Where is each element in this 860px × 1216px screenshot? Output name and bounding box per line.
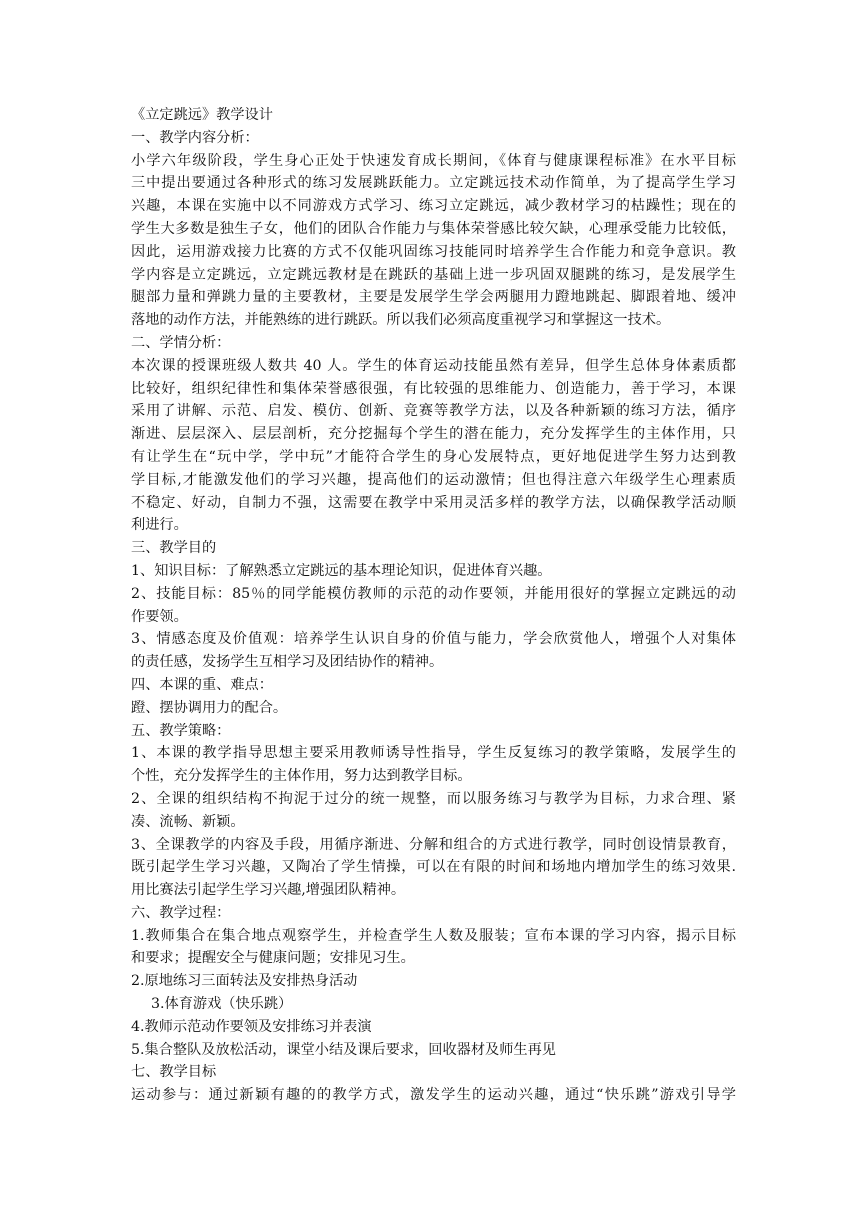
list-item: 3、全课教学的内容及手段，用循序渐进、分解和组合的方式进行教学，同时创设情景教育， xyxy=(131,836,736,853)
paragraph-line: 比较好，组织纪律性和集体荣誉感很强，有比较强的思维能力、创造能力，善于学习，本课 xyxy=(131,380,736,397)
list-item-continuation: 既引起学生学习兴趣，又陶冶了学生情操，可以在有限的时间和场地内增加学生的练习效果. xyxy=(131,859,736,876)
list-item: 1、本课的教学指导思想主要采用教师诱导性指导，学生反复练习的教学策略，发展学生的 xyxy=(131,745,736,762)
paragraph-line: 因此，运用游戏接力比赛的方式不仅能巩固练习技能同时培养学生合作能力和竞争意识。教 xyxy=(131,243,736,260)
list-item: 4.教师示范动作要领及安排练习并表演 xyxy=(131,1018,372,1035)
section-heading: 一、教学内容分析： xyxy=(131,129,259,146)
paragraph-line: 小学六年级阶段，学生身心正处于快速发育成长期间，《体育与健康课程标准》在水平目标 xyxy=(131,152,736,169)
paragraph-line: 腿部力量和弹跳力量的主要教材，主要是发展学生学会两腿用力蹬地跳起、脚跟着地、缓冲 xyxy=(131,289,736,306)
list-item: 1.教师集合在集合地点观察学生，并检查学生人数及服装；宣布本课的学习内容，揭示目标 xyxy=(131,927,736,944)
list-item-continuation: 和要求；提醒安全与健康问题；安排见习生。 xyxy=(131,950,415,967)
section-heading: 四、本课的重、难点： xyxy=(131,676,273,693)
paragraph-line: 学生大多数是独生子女，他们的团队合作能力与集体荣誉感比较欠缺，心理承受能力比较低， xyxy=(131,220,736,237)
document-page xyxy=(131,104,736,1107)
section-heading: 七、教学目标 xyxy=(131,1064,217,1081)
paragraph-line: 学目标,才能激发他们的学习兴趣，提高他们的运动激情；但也得注意六年级学生心理素质 xyxy=(131,471,736,488)
paragraph-line: 不稳定、好动，自制力不强，这需要在教学中采用灵活多样的教学方法，以确保教学活动顺 xyxy=(131,494,736,511)
list-item: 2.原地练习三面转法及安排热身活动 xyxy=(131,973,358,990)
paragraph-line: 采用了讲解、示范、启发、模仿、创新、竞赛等教学方法，以及各种新颖的练习方法，循序 xyxy=(131,403,736,420)
paragraph-line: 本次课的授课班级人数共 40 人。学生的体育运动技能虽然有差异，但学生总体身体素质都 xyxy=(131,357,736,374)
list-item-continuation: 作要领。 xyxy=(131,608,188,625)
list-item: 1、知识目标：了解熟悉立定跳远的基本理论知识，促进体育兴趣。 xyxy=(131,562,552,579)
paragraph-line: 运动参与：通过新颖有趣的的教学方式，激发学生的运动兴趣，通过“快乐跳”游戏引导学 xyxy=(131,1087,736,1104)
section-heading: 三、教学目的 xyxy=(131,540,217,557)
list-item-continuation: 的责任感，发扬学生互相学习及团结协作的精神。 xyxy=(131,654,444,671)
list-item-continuation: 用比赛法引起学生学习兴趣,增强团队精神。 xyxy=(131,882,406,899)
section-heading: 二、学情分析： xyxy=(131,334,231,351)
list-item: 2、技能目标：85％的同学能模仿教师的示范的动作要领，并能用很好的掌握立定跳远的动 xyxy=(131,585,736,602)
paragraph-line: 学内容是立定跳远，立定跳远教材是在跳跃的基础上进一步巩固双腿跳的练习，是发展学生 xyxy=(131,266,736,283)
list-item: 5.集合整队及放松活动，课堂小结及课后要求，回收器材及师生再见 xyxy=(131,1041,556,1058)
paragraph-line: 兴趣，本课在实施中以不同游戏方式学习、练习立定跳远，减少教材学习的枯躁性；现在的 xyxy=(131,198,736,215)
list-item: 3.体育游戏（快乐跳） xyxy=(151,996,293,1013)
list-item: 2、全课的组织结构不拘泥于过分的统一规整，而以服务练习与教学为目标，力求合理、紧 xyxy=(131,790,736,807)
list-item: 3、情感态度及价值观：培养学生认识自身的价值与能力，学会欣赏他人，增强个人对集体 xyxy=(131,631,736,648)
paragraph-line: 有让学生在“玩中学，学中玩”才能符合学生的身心发展特点，更好地促进学生努力达到教 xyxy=(131,448,736,465)
paragraph-line: 渐进、层层深入、层层剖析，充分挖掘每个学生的潜在能力，充分发挥学生的主体作用，只 xyxy=(131,426,736,443)
paragraph-line: 三中提出要通过各种形式的练习发展跳跃能力。立定跳远技术动作简单，为了提高学生学习 xyxy=(131,175,736,192)
section-heading: 六、教学过程： xyxy=(131,904,231,921)
section-heading: 五、教学策略： xyxy=(131,722,231,739)
paragraph-line: 落地的动作方法，并能熟练的进行跳跃。所以我们必须高度重视学习和掌握这一技术。 xyxy=(131,312,671,329)
document-title: 《立定跳远》教学设计 xyxy=(131,107,273,123)
paragraph-line: 利进行。 xyxy=(131,517,188,534)
paragraph-line: 蹬、摆协调用力的配合。 xyxy=(131,699,288,716)
list-item-continuation: 个性，充分发挥学生的主体作用，努力达到教学目标。 xyxy=(131,768,472,785)
list-item-continuation: 凑、流畅、新颖。 xyxy=(131,813,245,830)
